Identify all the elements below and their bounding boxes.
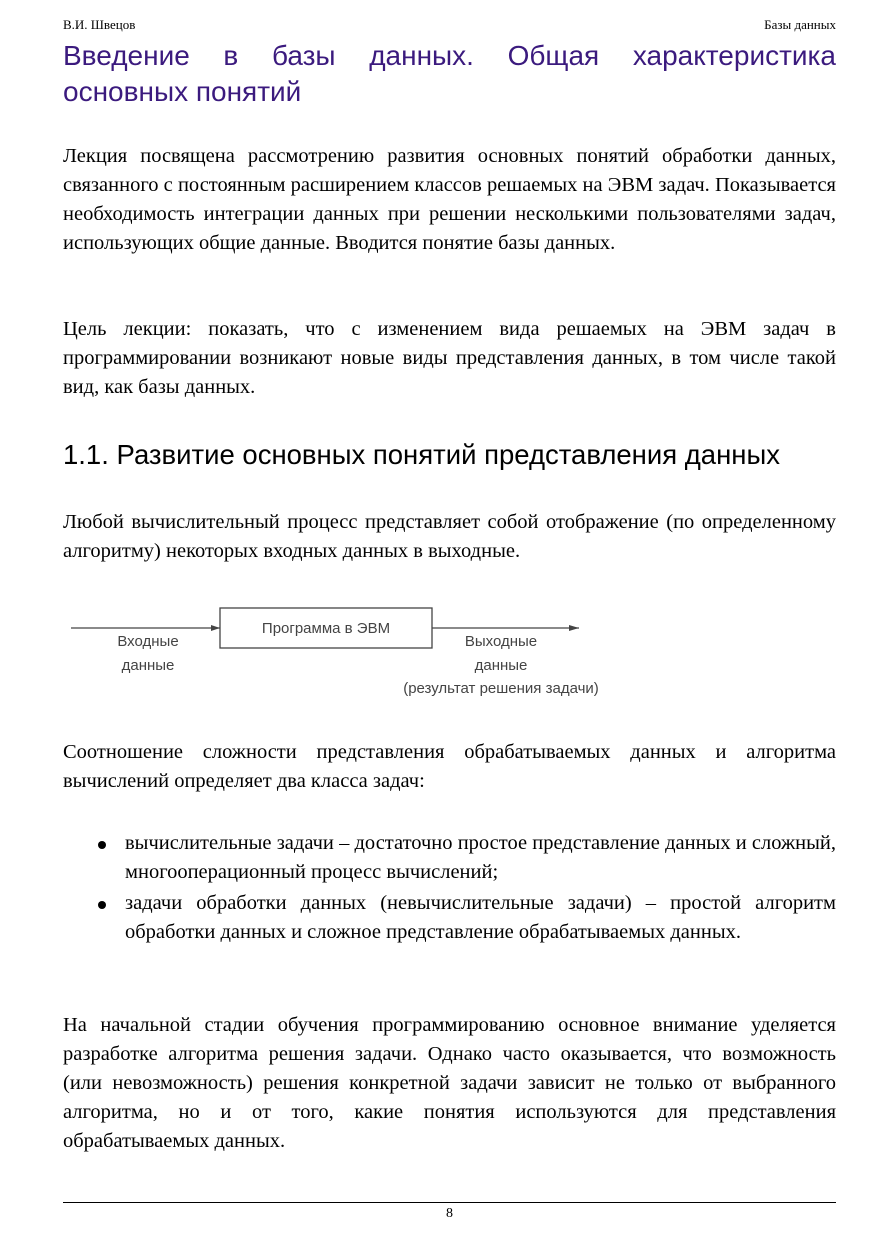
list-item (63, 829, 836, 887)
list-item-text: задачи обработки данных (невычислительные задачи) – простой алгоритм обработки данных и сложное представление обрабатываемых данных. (125, 892, 836, 943)
list-item (63, 889, 836, 947)
output-label-line3: (результат решения задачи) (403, 680, 599, 697)
lecture-title: Введение в базы данных. Общая характеристика основных понятий (63, 40, 836, 107)
output-label-line2: данные (474, 657, 528, 674)
page-number: 8 (446, 1206, 453, 1221)
running-header (63, 17, 836, 35)
intro-paragraph: Лекция посвящена рассмотрению развития основных понятий обработки данных, связанного с постоянным расширением классов решаемых на ЭВМ задач. Показывается необходимость интеграции данных при решении несколькими пользователями задач, использующих общие данные. Вводится понятие базы данных. (63, 145, 836, 254)
bullet-icon (98, 901, 106, 909)
input-arrow-head (211, 625, 220, 631)
header-course: Базы данных (764, 17, 836, 32)
program-box-label: Программа в ЭВМ (261, 620, 391, 637)
output-arrow-head (569, 625, 579, 631)
program-flow-diagram (63, 598, 663, 708)
bullet-icon (98, 841, 106, 849)
process-paragraph: Любой вычислительный процесс представляет собой отображение (по определенному алгоритму) некоторых входных данных в выходные. (63, 511, 836, 562)
input-label-line1: Входные (117, 633, 179, 650)
output-label-line1: Выходные (464, 633, 538, 650)
list-item-text: вычислительные задачи – достаточно простое представление данных и сложный, многооперационный процесс вычислений; (125, 832, 836, 883)
footer-divider (63, 1202, 836, 1203)
goal-paragraph: Цель лекции: показать, что с изменением вида решаемых на ЭВМ задач в программировании возникают новые виды представления данных, в том числе такой вид, как базы данных. (63, 318, 836, 398)
section-heading: 1.1. Развитие основных понятий представления данных (63, 439, 780, 470)
conclusion-paragraph: На начальной стадии обучения программированию основное внимание уделяется разработке алгоритма решения задачи. Однако часто оказывается, что возможность (или невозможность) решения конкретной задачи зависит не только от выбранного алгоритма, но и от того, какие понятия используются для представления обрабатываемых данных. (63, 1014, 836, 1152)
header-author: В.И. Швецов (63, 17, 136, 32)
input-label-line2: данные (121, 657, 175, 674)
task-classes-list (63, 829, 836, 949)
task-classes-paragraph: Соотношение сложности представления обрабатываемых данных и алгоритма вычислений определяет два класса задач: (63, 741, 836, 792)
